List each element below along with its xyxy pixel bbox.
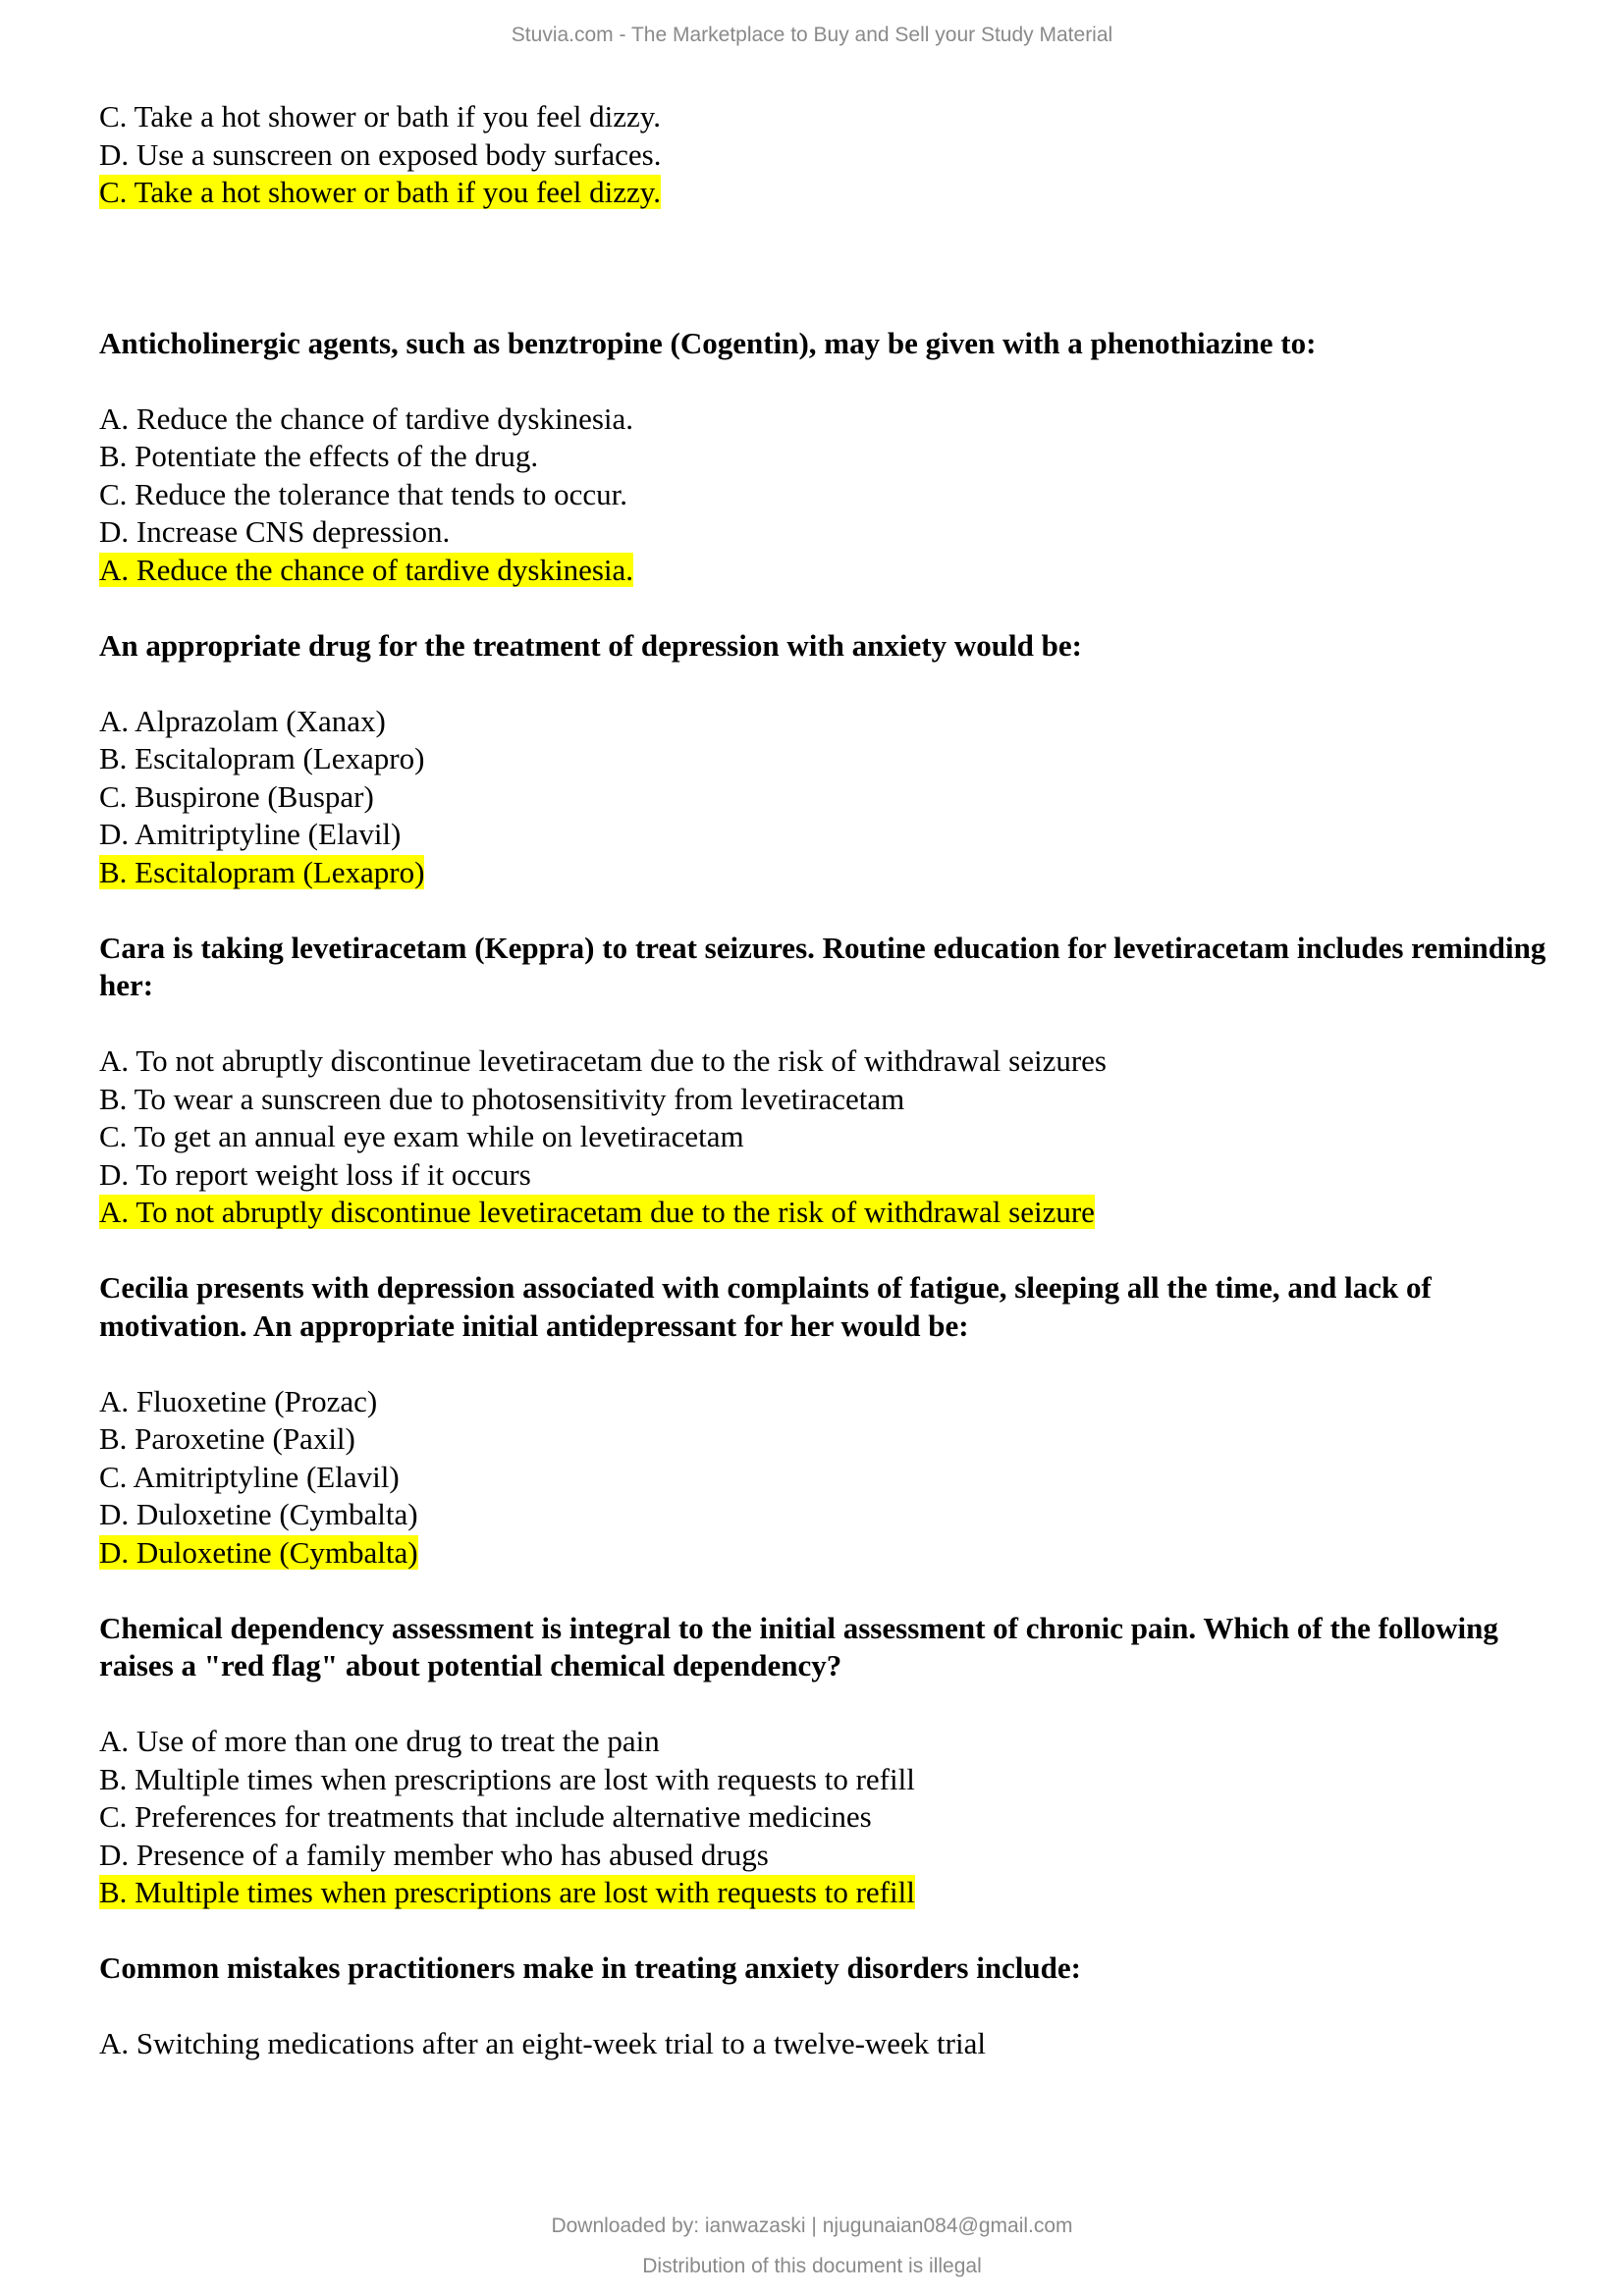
answer-option: B. To wear a sunscreen due to photosensitivity from levetiracetam (99, 1081, 905, 1116)
question-block (99, 325, 1552, 590)
answer-option: B. Paroxetine (Paxil) (99, 1421, 355, 1456)
answer-option: C. Preferences for treatments that include alternative medicines (99, 1799, 872, 1834)
document-body (99, 98, 1552, 2063)
answer-option: C. Take a hot shower or bath if you feel dizzy. (99, 99, 662, 133)
question-text: Anticholinergic agents, such as benztropine (Cogentin), may be given with a phenothiazine to: (99, 325, 1317, 360)
question-text: Common mistakes practitioners make in treating anxiety disorders include: (99, 1950, 1081, 1985)
answer-option: D. Increase CNS depression. (99, 514, 451, 549)
answer-option: B. Escitalopram (Lexapro) (99, 741, 425, 775)
answer-option: D. Presence of a family member who has abused drugs (99, 1837, 769, 1872)
answer-option: C. Reduce the tolerance that tends to occur. (99, 476, 628, 511)
answer-option: D. Duloxetine (Cymbalta) (99, 1497, 418, 1531)
highlighted-answer: B. Multiple times when prescriptions are lost with requests to refill (99, 1875, 915, 1909)
answer-option: A. Use of more than one drug to treat the pain (99, 1724, 660, 1758)
question-block (99, 1949, 1552, 2063)
question-block (99, 1269, 1552, 1572)
question-block (99, 930, 1552, 1232)
answer-option: C. To get an annual eye exam while on levetiracetam (99, 1119, 744, 1153)
question-text: Cecilia presents with depression associated with complaints of fatigue, sleeping all the time, and lack of motivation. An appropriate initial antidepressant for her would be: (99, 1270, 1432, 1343)
question-text: Chemical dependency assessment is integral to the initial assessment of chronic pain. Which of the following raises a "red flag" about potential chemical dependency? (99, 1610, 1498, 1682)
highlighted-answer: A. To not abruptly discontinue levetiracetam due to the risk of withdrawal seizure (99, 1195, 1095, 1229)
highlighted-answer: A. Reduce the chance of tardive dyskinesia. (99, 552, 634, 587)
stuvia-header: Stuvia.com - The Marketplace to Buy and Sell your Study Material (511, 24, 1113, 46)
answer-option: D. To report weight loss if it occurs (99, 1156, 531, 1192)
answer-option: A. Fluoxetine (Prozac) (99, 1383, 378, 1418)
carryover-block (99, 98, 1552, 212)
highlighted-answer: B. Escitalopram (Lexapro) (99, 854, 425, 889)
question-block (99, 1610, 1552, 1912)
answer-option: C. Buspirone (Buspar) (99, 778, 374, 814)
highlighted-answer: C. Take a hot shower or bath if you feel dizzy. (99, 175, 662, 209)
answer-option: A. Reduce the chance of tardive dyskinesia. (99, 400, 634, 436)
answer-option: D. Amitriptyline (Elavil) (99, 817, 402, 851)
highlighted-answer: D. Duloxetine (Cymbalta) (99, 1534, 418, 1570)
distribution-notice: Distribution of this document is illegal (642, 2255, 982, 2277)
question-text: Cara is taking levetiracetam (Keppra) to treat seizures. Routine education for levetiracetam includes reminding her: (99, 930, 1546, 1002)
answer-option: B. Potentiate the effects of the drug. (99, 439, 539, 473)
answer-option: A. Switching medications after an eight-week trial to a twelve-week trial (99, 2026, 986, 2060)
answer-option: D. Use a sunscreen on exposed body surfaces. (99, 136, 662, 172)
answer-option: C. Amitriptyline (Elavil) (99, 1459, 400, 1494)
answer-option: A. Alprazolam (Xanax) (99, 703, 386, 738)
answer-option: B. Multiple times when prescriptions are lost with requests to refill (99, 1761, 915, 1796)
question-block (99, 627, 1552, 892)
question-text: An appropriate drug for the treatment of depression with anxiety would be: (99, 627, 1082, 663)
answer-option: A. To not abruptly discontinue levetiracetam due to the risk of withdrawal seizures (99, 1043, 1107, 1078)
download-notice: Downloaded by: ianwazaski | njugunaian084@gmail.com (551, 2215, 1073, 2237)
